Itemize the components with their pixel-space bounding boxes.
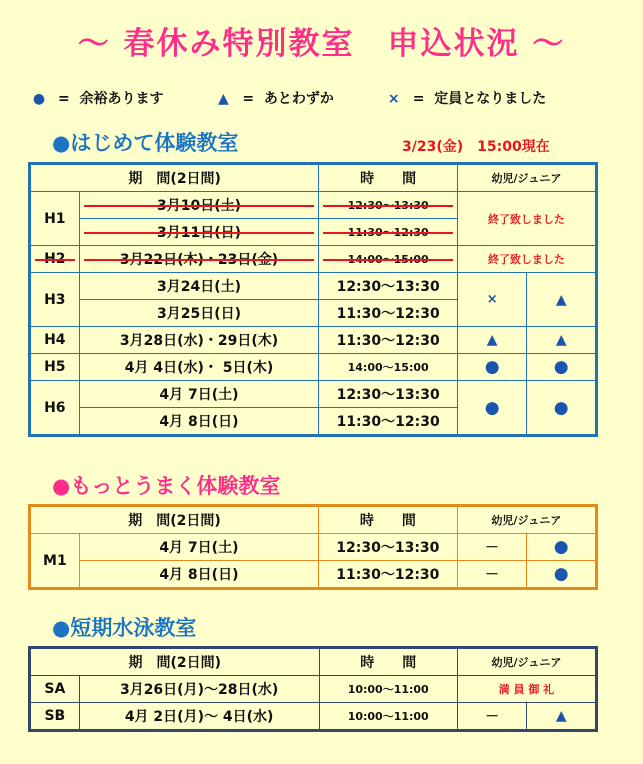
status-full: 満 員 御 礼 [457, 676, 596, 703]
legend [30, 88, 592, 108]
row-time: 12:30～13:30 [319, 192, 457, 219]
header-period: 期 間(2日間) [30, 648, 320, 676]
table-row [30, 561, 597, 589]
header-category: 幼児/ジュニア [457, 506, 596, 534]
row-code: H1 [30, 192, 80, 246]
legend-label: 定員となりました [434, 91, 547, 107]
section-title-third: ●短期水泳教室 [52, 616, 197, 640]
row-date: 3月24日(土) [79, 273, 319, 300]
row-code: H4 [30, 327, 80, 354]
status-triangle-icon: ▲ [527, 703, 597, 731]
table-row [30, 273, 597, 300]
status-circle-icon: ● [457, 354, 527, 381]
table-row [30, 192, 597, 219]
status-closed: 終了致しました [457, 192, 596, 246]
table-row [30, 703, 597, 731]
row-date: 3月26日(月)～28日(水) [79, 676, 319, 703]
row-code: SB [30, 703, 80, 731]
status-circle-icon: ● [527, 354, 597, 381]
legend-eq: = [58, 91, 70, 107]
status-circle-icon: ● [527, 561, 597, 589]
schedule-table-third [28, 646, 598, 732]
circle-icon: ● [32, 91, 46, 107]
header-time: 時 間 [319, 164, 457, 192]
row-date: 3月11日(日) [79, 219, 319, 246]
row-date: 3月10日(土) [79, 192, 319, 219]
table-row [30, 534, 597, 561]
row-date: 4月 2日(月)～ 4日(水) [79, 703, 319, 731]
status-closed: 終了致しました [457, 246, 596, 273]
status-dash: － [457, 703, 527, 731]
row-time: 11:30～12:30 [319, 219, 457, 246]
row-time: 12:30～13:30 [319, 381, 457, 408]
row-time: 11:30～12:30 [319, 300, 457, 327]
table-header-row [30, 648, 597, 676]
row-code: H3 [30, 273, 80, 327]
row-code: SA [30, 676, 80, 703]
row-date: 4月 7日(土) [79, 534, 318, 561]
row-date: 3月28日(水)・29日(木) [79, 327, 319, 354]
table-row [30, 354, 597, 381]
row-date: 4月 7日(土) [79, 381, 319, 408]
legend-full [385, 91, 546, 107]
header-category: 幼児/ジュニア [457, 648, 596, 676]
legend-eq: = [242, 91, 255, 107]
table-row [30, 327, 597, 354]
page-title: ～ 春休み特別教室 申込状況 ～ [77, 26, 566, 62]
cross-icon: × [387, 91, 400, 107]
legend-available [30, 91, 168, 107]
row-date: 4月 8日(日) [79, 561, 318, 589]
row-time: 12:30～13:30 [319, 534, 458, 561]
header-time: 時 間 [319, 648, 457, 676]
status-triangle-icon: ▲ [457, 327, 527, 354]
status-triangle-icon: ▲ [527, 273, 597, 327]
row-time: 11:30～12:30 [319, 327, 457, 354]
status-dash: － [457, 534, 527, 561]
schedule-table-second [28, 504, 598, 590]
section-title-first: ●はじめて体験教室 [52, 131, 239, 155]
row-code: M1 [30, 534, 80, 589]
row-code: H6 [30, 381, 80, 436]
header-category: 幼児/ジュニア [457, 164, 596, 192]
triangle-icon: ▲ [217, 91, 229, 107]
status-dash: － [457, 561, 527, 589]
row-time: 11:30～12:30 [319, 561, 458, 589]
header-time: 時 間 [319, 506, 458, 534]
row-time: 12:30～13:30 [319, 273, 457, 300]
row-time: 11:30～12:30 [319, 408, 457, 436]
row-time: 10:00～11:00 [319, 676, 457, 703]
legend-eq: = [412, 91, 425, 107]
table-header-row [30, 506, 597, 534]
legend-label: 余裕あります [79, 91, 164, 107]
row-date: 4月 4日(水)・ 5日(木) [79, 354, 319, 381]
status-circle-icon: ● [527, 534, 597, 561]
row-time: 14:00～15:00 [319, 246, 457, 273]
row-code: H2 [30, 246, 80, 273]
table-row [30, 246, 597, 273]
table-header-row [30, 164, 597, 192]
table-row [30, 381, 597, 408]
header-period: 期 間(2日間) [30, 164, 319, 192]
status-cross-icon: × [457, 273, 527, 327]
header-period: 期 間(2日間) [30, 506, 319, 534]
row-time: 10:00～11:00 [319, 703, 457, 731]
schedule-table-first [28, 162, 598, 437]
as-of-timestamp: 3/23(金) 15:00現在 [402, 139, 550, 155]
row-time: 14:00～15:00 [319, 354, 457, 381]
legend-few-left [214, 91, 338, 107]
row-code: H5 [30, 354, 80, 381]
row-date: 3月22日(木)・23日(金) [79, 246, 319, 273]
row-date: 3月25日(日) [79, 300, 319, 327]
table-row [30, 676, 597, 703]
status-circle-icon: ● [457, 381, 527, 436]
row-date: 4月 8日(日) [79, 408, 319, 436]
status-circle-icon: ● [527, 381, 597, 436]
status-triangle-icon: ▲ [527, 327, 597, 354]
section-title-second: ●もっとうまく体験教室 [52, 474, 281, 498]
legend-label: あとわずか [263, 91, 334, 107]
